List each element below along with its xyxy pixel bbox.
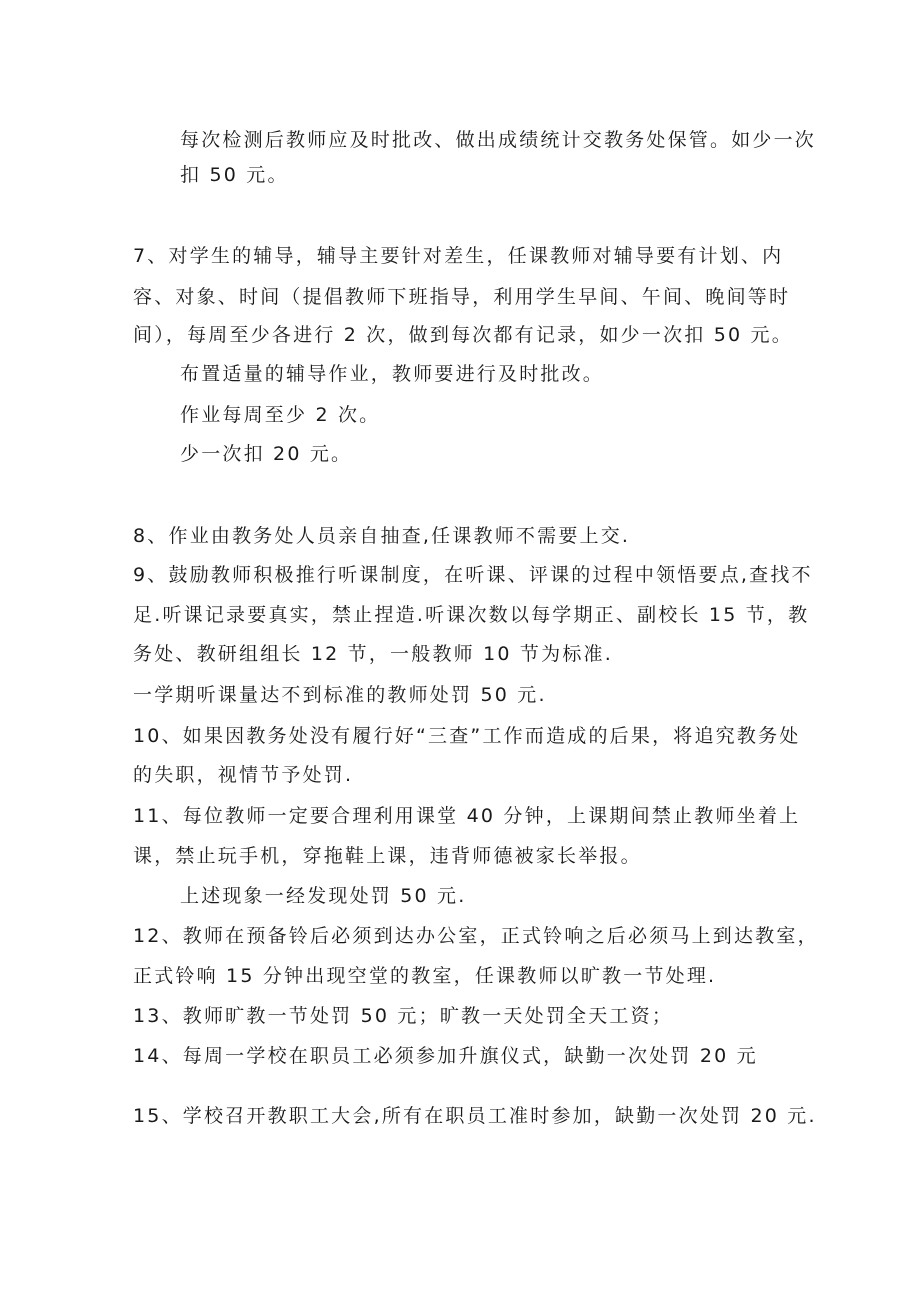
text-line: 一学期听课量达不到标准的教师处罚 50 元. [133,684,547,706]
text-line: 足.听课记录要真实，禁止捏造.听课次数以每学期正、副校长 15 节，教 [133,604,810,626]
text-line: 13、教师旷教一节处罚 50 元；旷教一天处罚全天工资； [133,1005,674,1027]
text-line: 10、如果因教务处没有履行好“三查”工作而造成的后果，将追究教务处 [133,725,801,747]
text-line: 14、每周一学校在职员工必须参加升旗仪式，缺勤一次处罚 20 元 [133,1045,758,1067]
text-line: 15、学校召开教职工大会,所有在职员工准时参加，缺勤一次处罚 20 元. [133,1105,817,1127]
text-line: 7、对学生的辅导，辅导主要针对差生，任课教师对辅导要有计划、内 [133,245,784,267]
text-line: 9、鼓励教师积极推行听课制度，在听课、评课的过程中领悟要点,查找不 [133,564,813,586]
text-line: 扣 50 元。 [180,164,289,186]
text-line: 的失职，视情节予处罚. [133,764,354,786]
text-line: 课，禁止玩手机，穿拖鞋上课，违背师德被家长举报。 [133,845,642,867]
text-line: 上述现象一经发现处罚 50 元. [180,885,467,907]
text-line: 11、每位教师一定要合理利用课堂 40 分钟，上课期间禁止教师坐着上 [133,805,801,827]
text-line: 12、教师在预备铃后必须到达办公室，正式铃响之后必须马上到达教室， [133,925,819,947]
text-line: 容、对象、时间（提倡教师下班指导，利用学生早间、午间、晚间等时 [133,286,791,308]
text-line: 间），每周至少各进行 2 次，做到每次都有记录，如少一次扣 50 元。 [133,324,793,346]
text-line: 8、作业由教务处人员亲自抽查,任课教师不需要上交. [133,525,631,547]
text-line: 布置适量的辅导作业，教师要进行及时批改。 [180,363,605,385]
text-line: 少一次扣 20 元。 [180,443,353,465]
text-line: 每次检测后教师应及时批改、做出成绩统计交教务处保管。如少一次 [180,129,817,151]
text-line: 务处、教研组组长 12 节，一般教师 10 节为标准. [133,643,613,665]
text-line: 正式铃响 15 分钟出现空堂的教室，任课教师以旷教一节处理. [133,965,717,987]
text-line: 作业每周至少 2 次。 [180,404,381,426]
